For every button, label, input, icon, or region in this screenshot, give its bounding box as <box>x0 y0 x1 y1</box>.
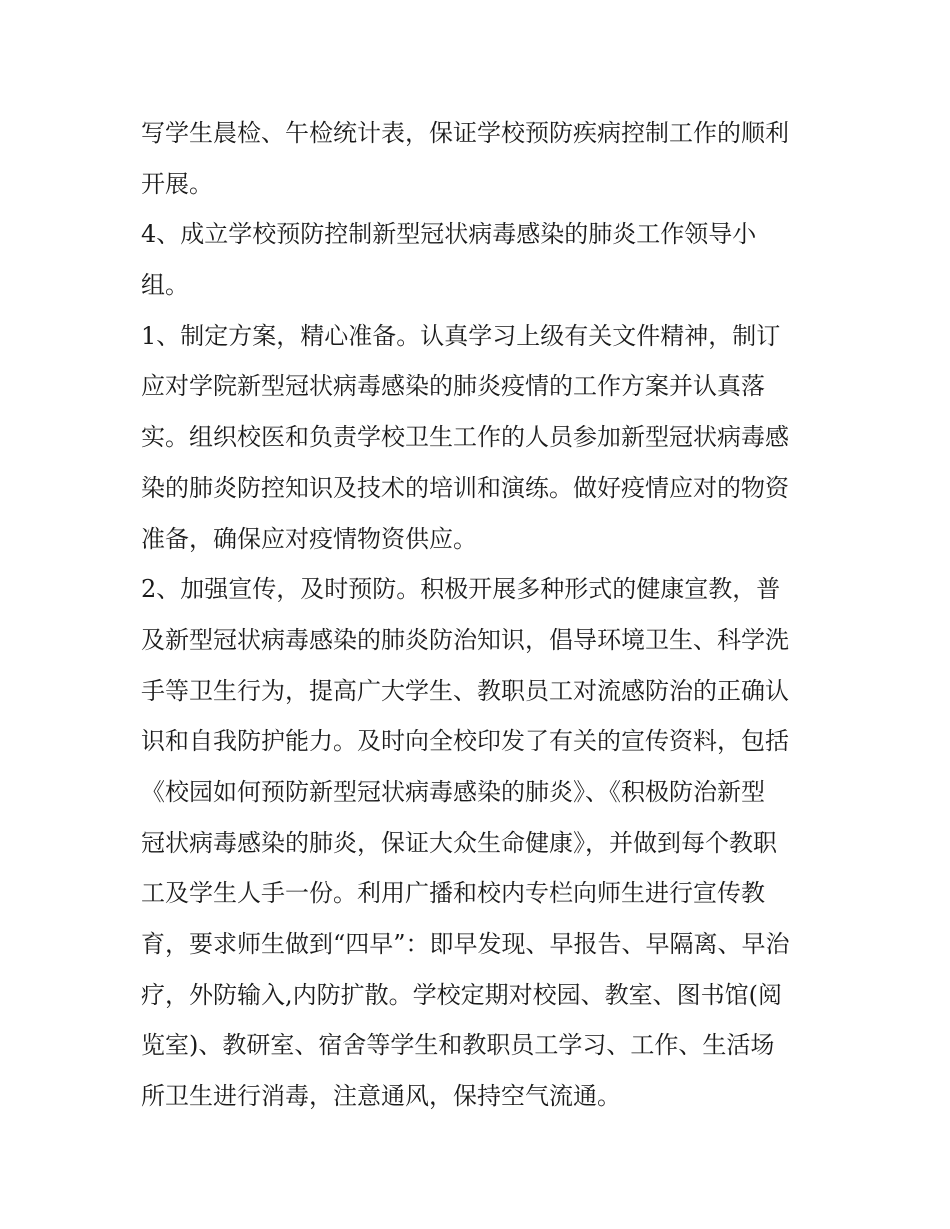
text-line: 手等卫生行为，提高广大学生、教职员工对流感防治的正确认 <box>141 676 789 705</box>
text-line: 疗，外防输入,内防扩散。学校定期对校园、教室、图书馆(阅 <box>141 980 782 1009</box>
text-line: 应对学院新型冠状病毒感染的肺炎疫情的工作方案并认真落 <box>141 372 765 401</box>
text-line: 染的肺炎防控知识及技术的培训和演练。做好疫情应对的物资 <box>141 473 789 502</box>
text-line: 《校园如何预防新型冠状病毒感染的肺炎》、《积极防治新型 <box>141 777 765 806</box>
text-line: 开展。 <box>141 169 213 198</box>
text-line: 2、加强宣传，及时预防。积极开展多种形式的健康宣教，普 <box>141 575 781 604</box>
text-line: 写学生晨检、午检统计表，保证学校预防疾病控制工作的顺利 <box>141 119 789 147</box>
text-line: 识和自我防护能力。及时向全校印发了有关的宣传资料，包括 <box>141 727 789 756</box>
body-text <box>141 108 821 1122</box>
text-line: 1、制定方案，精心准备。认真学习上级有关文件精神，制订 <box>141 321 781 350</box>
text-line: 4、成立学校预防控制新型冠状病毒感染的肺炎工作领导小 <box>141 220 757 249</box>
text-line: 育，要求师生做到“四早”：即早发现、早报告、早隔离、早治 <box>141 930 790 958</box>
text-line: 所卫生进行消毒，注意通风，保持空气流通。 <box>141 1082 621 1111</box>
text-line: 及新型冠状病毒感染的肺炎防治知识，倡导环境卫生、科学洗 <box>141 625 789 654</box>
text-line: 冠状病毒感染的肺炎，保证大众生命健康》，并做到每个教职 <box>141 828 777 857</box>
text-line: 工及学生人手一份。利用广播和校内专栏向师生进行宣传教 <box>141 879 765 908</box>
text-line: 览室)、教研室、宿舍等学生和教职员工学习、工作、生活场 <box>141 1031 775 1060</box>
text-line: 实。组织校医和负责学校卫生工作的人员参加新型冠状病毒感 <box>141 423 789 452</box>
text-line: 组。 <box>141 271 189 300</box>
text-line: 准备，确保应对疫情物资供应。 <box>141 524 477 553</box>
